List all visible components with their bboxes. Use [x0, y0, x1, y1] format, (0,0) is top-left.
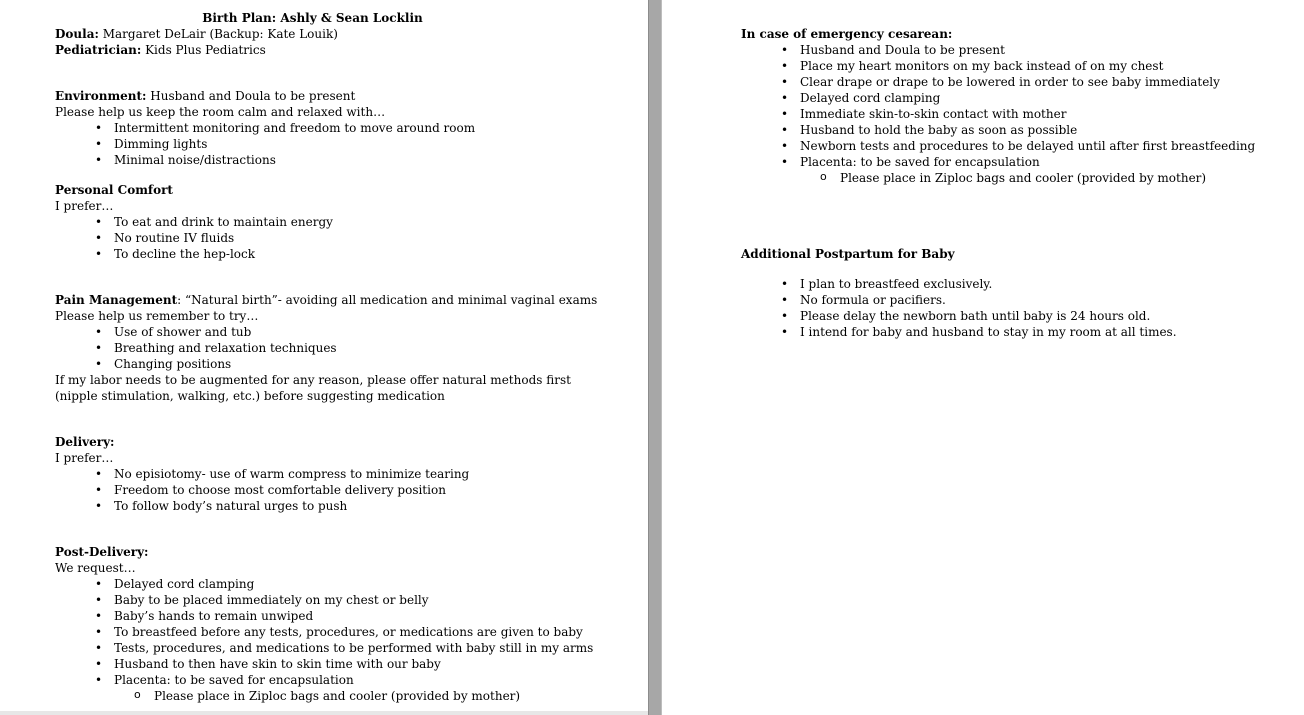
environment-list — [55, 120, 628, 168]
list-item: • Dimming lights — [55, 136, 628, 152]
list-item: • To follow body’s natural urges to push — [55, 498, 628, 514]
doula-line — [55, 26, 628, 42]
list-item: • Placenta: to be saved for encapsulation — [55, 672, 628, 688]
list-item: • No formula or pacifiers. — [741, 292, 1284, 308]
post-list — [55, 576, 628, 688]
doula-value: Margaret DeLair (Backup: Kate Louik) — [98, 27, 338, 41]
postpartum-list — [741, 276, 1284, 340]
sub-list-item: o Please place in Ziploc bags and cooler (provided by mother) — [741, 170, 1284, 186]
pain-label: Pain Management — [55, 293, 178, 307]
list-item: • Breathing and relaxation techniques — [55, 340, 628, 356]
list-item: • Delayed cord clamping — [741, 90, 1284, 106]
list-item: • Place my heart monitors on my back instead of on my chest — [741, 58, 1284, 74]
comfort-heading — [55, 182, 628, 198]
list-item: • Baby to be placed immediately on my chest or belly — [55, 592, 628, 608]
comfort-label: Personal Comfort — [55, 183, 173, 197]
document-page-left — [0, 0, 648, 715]
list-item: • Minimal noise/distractions — [55, 152, 628, 168]
post-label: Post-Delivery: — [55, 545, 149, 559]
page-bottom-edge — [0, 711, 648, 715]
page-right-content — [741, 26, 1284, 340]
post-intro: We request… — [55, 561, 136, 575]
list-item: • Tests, procedures, and medications to be performed with baby still in my arms — [55, 640, 628, 656]
postpartum-label: Additional Postpartum for Baby — [741, 247, 955, 261]
post-heading — [55, 544, 628, 560]
list-item: • Placenta: to be saved for encapsulation — [741, 154, 1284, 170]
list-item: • Husband and Doula to be present — [741, 42, 1284, 58]
list-item: • Husband to hold the baby as soon as possible — [741, 122, 1284, 138]
list-item: • I intend for baby and husband to stay in my room at all times. — [741, 324, 1284, 340]
environment-value: Husband and Doula to be present — [146, 89, 356, 103]
pediatrician-label: Pediatrician: — [55, 43, 142, 57]
comfort-intro: I prefer… — [55, 199, 114, 213]
sub-list-item: o Please place in Ziploc bags and cooler (provided by mother) — [55, 688, 628, 704]
pain-note-1: If my labor needs to be augmented for any reason, please offer natural methods first — [55, 373, 571, 387]
cesarean-sublist — [741, 170, 1284, 186]
page-gutter — [648, 0, 662, 715]
doula-label: Doula: — [55, 27, 99, 41]
environment-label: Environment: — [55, 89, 147, 103]
list-item: • To breastfeed before any tests, procedures, or medications are given to baby — [55, 624, 628, 640]
delivery-label: Delivery: — [55, 435, 115, 449]
list-item: • Newborn tests and procedures to be delayed until after first breastfeeding — [741, 138, 1284, 154]
environment-heading — [55, 88, 628, 104]
post-sublist — [55, 688, 628, 704]
cesarean-list — [741, 42, 1284, 170]
list-item: • Delayed cord clamping — [55, 576, 628, 592]
document-page-right — [662, 0, 1304, 715]
list-item: • Husband to then have skin to skin time with our baby — [55, 656, 628, 672]
pediatrician-value: Kids Plus Pediatrics — [141, 43, 266, 57]
list-item: • No routine IV fluids — [55, 230, 628, 246]
pain-heading — [55, 292, 628, 308]
cesarean-label: In case of emergency cesarean: — [741, 27, 953, 41]
comfort-list — [55, 214, 628, 262]
pain-intro: Please help us remember to try… — [55, 309, 259, 323]
list-item: • Use of shower and tub — [55, 324, 628, 340]
list-item: • Immediate skin-to-skin contact with mother — [741, 106, 1284, 122]
page-left-content — [55, 10, 628, 704]
list-item: • To decline the hep-lock — [55, 246, 628, 262]
list-item: • Please delay the newborn bath until baby is 24 hours old. — [741, 308, 1284, 324]
postpartum-heading — [741, 246, 1284, 262]
list-item: • No episiotomy- use of warm compress to minimize tearing — [55, 466, 628, 482]
delivery-intro: I prefer… — [55, 451, 114, 465]
document-title: Birth Plan: Ashly & Sean Locklin — [202, 11, 423, 25]
pain-list — [55, 324, 628, 372]
environment-intro: Please help us keep the room calm and relaxed with… — [55, 105, 386, 119]
delivery-heading — [55, 434, 628, 450]
pain-value: : “Natural birth”- avoiding all medication and minimal vaginal exams — [177, 293, 598, 307]
pain-note-2: (nipple stimulation, walking, etc.) before suggesting medication — [55, 389, 445, 403]
list-item: • Intermittent monitoring and freedom to move around room — [55, 120, 628, 136]
cesarean-heading — [741, 26, 1284, 42]
list-item: • Freedom to choose most comfortable delivery position — [55, 482, 628, 498]
list-item: • Changing positions — [55, 356, 628, 372]
pediatrician-line — [55, 42, 628, 58]
list-item: • Baby’s hands to remain unwiped — [55, 608, 628, 624]
list-item: • Clear drape or drape to be lowered in order to see baby immediately — [741, 74, 1284, 90]
delivery-list — [55, 466, 628, 514]
list-item: • To eat and drink to maintain energy — [55, 214, 628, 230]
list-item: • I plan to breastfeed exclusively. — [741, 276, 1284, 292]
